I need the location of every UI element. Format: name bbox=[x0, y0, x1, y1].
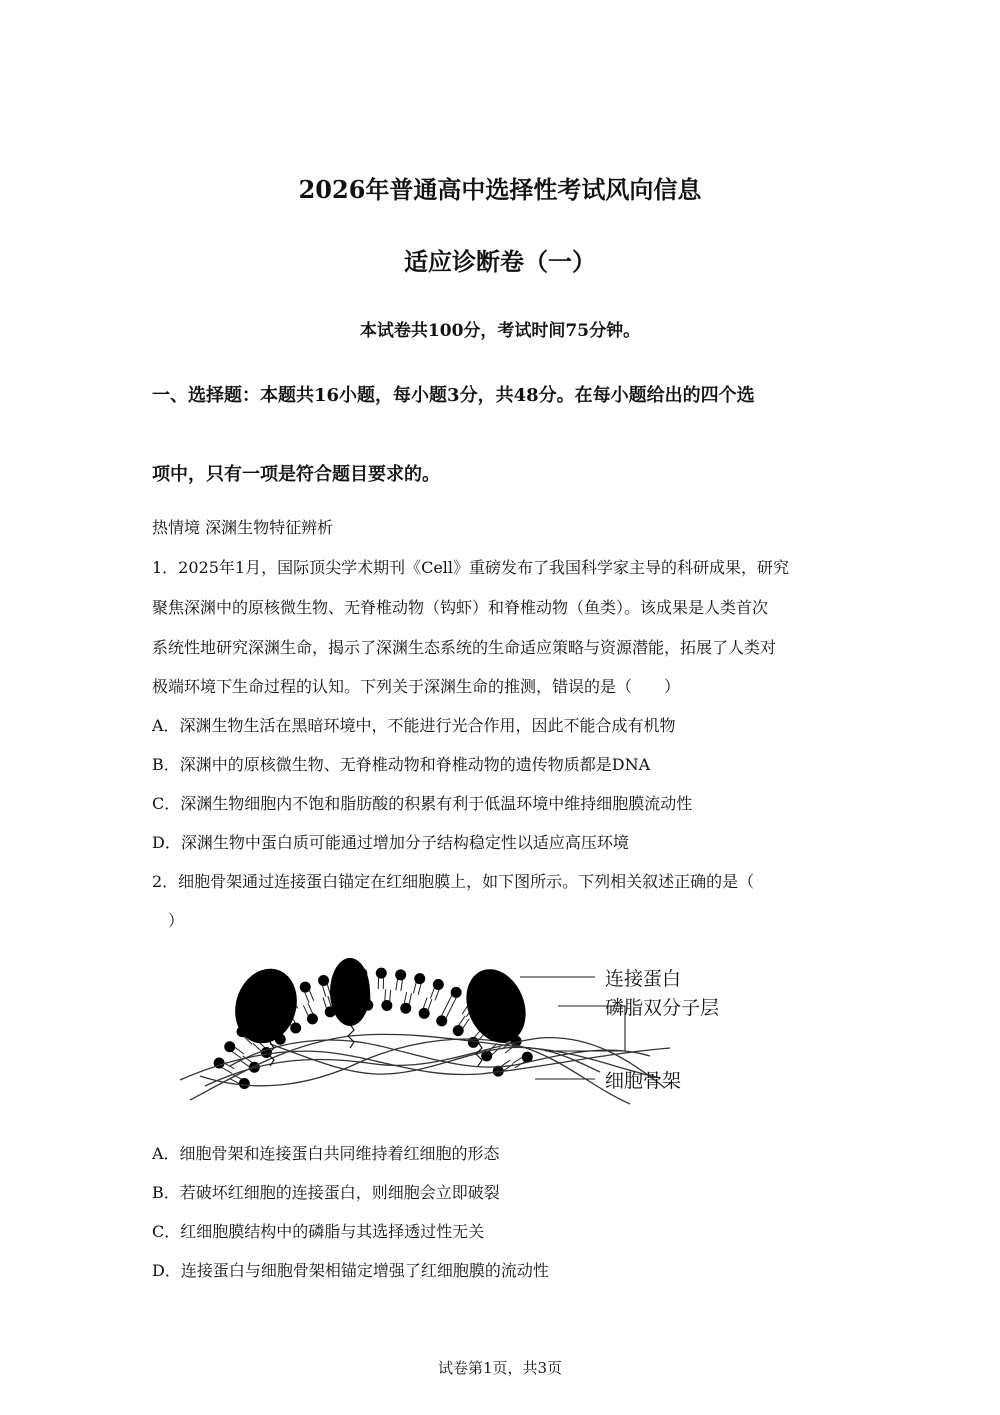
phospholipid bbox=[303, 1003, 318, 1024]
q2-stem-line: ） bbox=[168, 911, 185, 930]
phospholipid bbox=[436, 1005, 451, 1026]
phospholipid bbox=[318, 975, 330, 997]
q1-topic: 热情境 深渊生物特征辨析 bbox=[152, 518, 334, 537]
exam-title: 2026年普通高中选择性考试风向信息 bbox=[298, 175, 702, 204]
exam-info: 本试卷共100分，考试时间75分钟。 bbox=[359, 321, 641, 341]
q2-option-d: D．连接蛋白与细胞骨架相锚定增强了红细胞膜的流动性 bbox=[152, 1261, 549, 1280]
phospholipid bbox=[381, 989, 392, 1011]
phospholipid bbox=[419, 997, 432, 1018]
q1-stem-line: 系统性地研究深渊生命，揭示了深渊生态系统的生命适应策略与资源潜能，拓展了人类对 bbox=[152, 638, 777, 657]
phospholipid bbox=[229, 1074, 250, 1089]
q1-stem-line: 聚焦深渊中的原核微生物、无脊椎动物（钩虾）和脊椎动物（鱼类）。该成果是人类首次 bbox=[152, 598, 769, 617]
q1-option-b: B．深渊中的原核微生物、无脊椎动物和脊椎动物的遗传物质都是DNA bbox=[152, 755, 651, 774]
phospholipid bbox=[430, 979, 443, 1000]
exam-subtitle: 适应诊断卷（一） bbox=[404, 247, 596, 276]
phospholipid bbox=[400, 992, 411, 1014]
phospholipid bbox=[300, 982, 314, 1003]
q2-option-b: B．若破坏红细胞的连接蛋白，则细胞会立即破裂 bbox=[152, 1183, 500, 1202]
phospholipid bbox=[453, 1016, 470, 1036]
q2-option-a: A．细胞骨架和连接蛋白共同维持着红细胞的形态 bbox=[152, 1144, 500, 1163]
q1-option-a: A．深渊生物生活在黑暗环境中，不能进行光合作用，因此不能合成有机物 bbox=[152, 716, 676, 735]
membrane-diagram bbox=[160, 948, 760, 1113]
q1-option-d: D．深渊生物中蛋白质可能通过增加分子结构稳定性以适应高压环境 bbox=[152, 833, 629, 852]
phospholipid bbox=[413, 973, 425, 995]
q1-option-c: C．深渊生物细胞内不饱和脂肪酸的积累有利于低温环境中维持细胞膜流动性 bbox=[152, 794, 693, 813]
section-heading-line2: 项中，只有一项是符合题目要求的。 bbox=[152, 464, 440, 485]
q2-stem-line: 2．细胞骨架通过连接蛋白锚定在红细胞膜上，如下图所示。下列相关叙述正确的是（ bbox=[152, 872, 755, 891]
q2-option-c: C．红细胞膜结构中的磷脂与其选择透过性无关 bbox=[152, 1222, 485, 1241]
cytoskeleton-label: 细胞骨架 bbox=[605, 1070, 682, 1092]
q1-stem-line: 极端环境下生命过程的认知。下列关于深渊生命的推测，错误的是（ ） bbox=[152, 677, 681, 696]
phospholipid-bilayer-label: 磷脂双分子层 bbox=[605, 997, 720, 1019]
phospholipid bbox=[395, 969, 406, 991]
phospholipid bbox=[493, 1060, 513, 1076]
linker-protein-label: 连接蛋白 bbox=[605, 968, 682, 990]
q1-stem-line: 1．2025年1月，国际顶尖学术期刊《Cell》重磅发布了我国科学家主导的科研成果，研究 bbox=[152, 558, 790, 577]
section-heading-line1: 一、选择题：本题共16小题，每小题3分，共48分。在每小题给出的四个选 bbox=[152, 385, 755, 406]
phospholipid bbox=[224, 1041, 244, 1058]
phospholipid bbox=[376, 968, 387, 990]
phospholipid bbox=[447, 987, 462, 1008]
page-footer: 试卷第1页，共3页 bbox=[437, 1359, 563, 1377]
